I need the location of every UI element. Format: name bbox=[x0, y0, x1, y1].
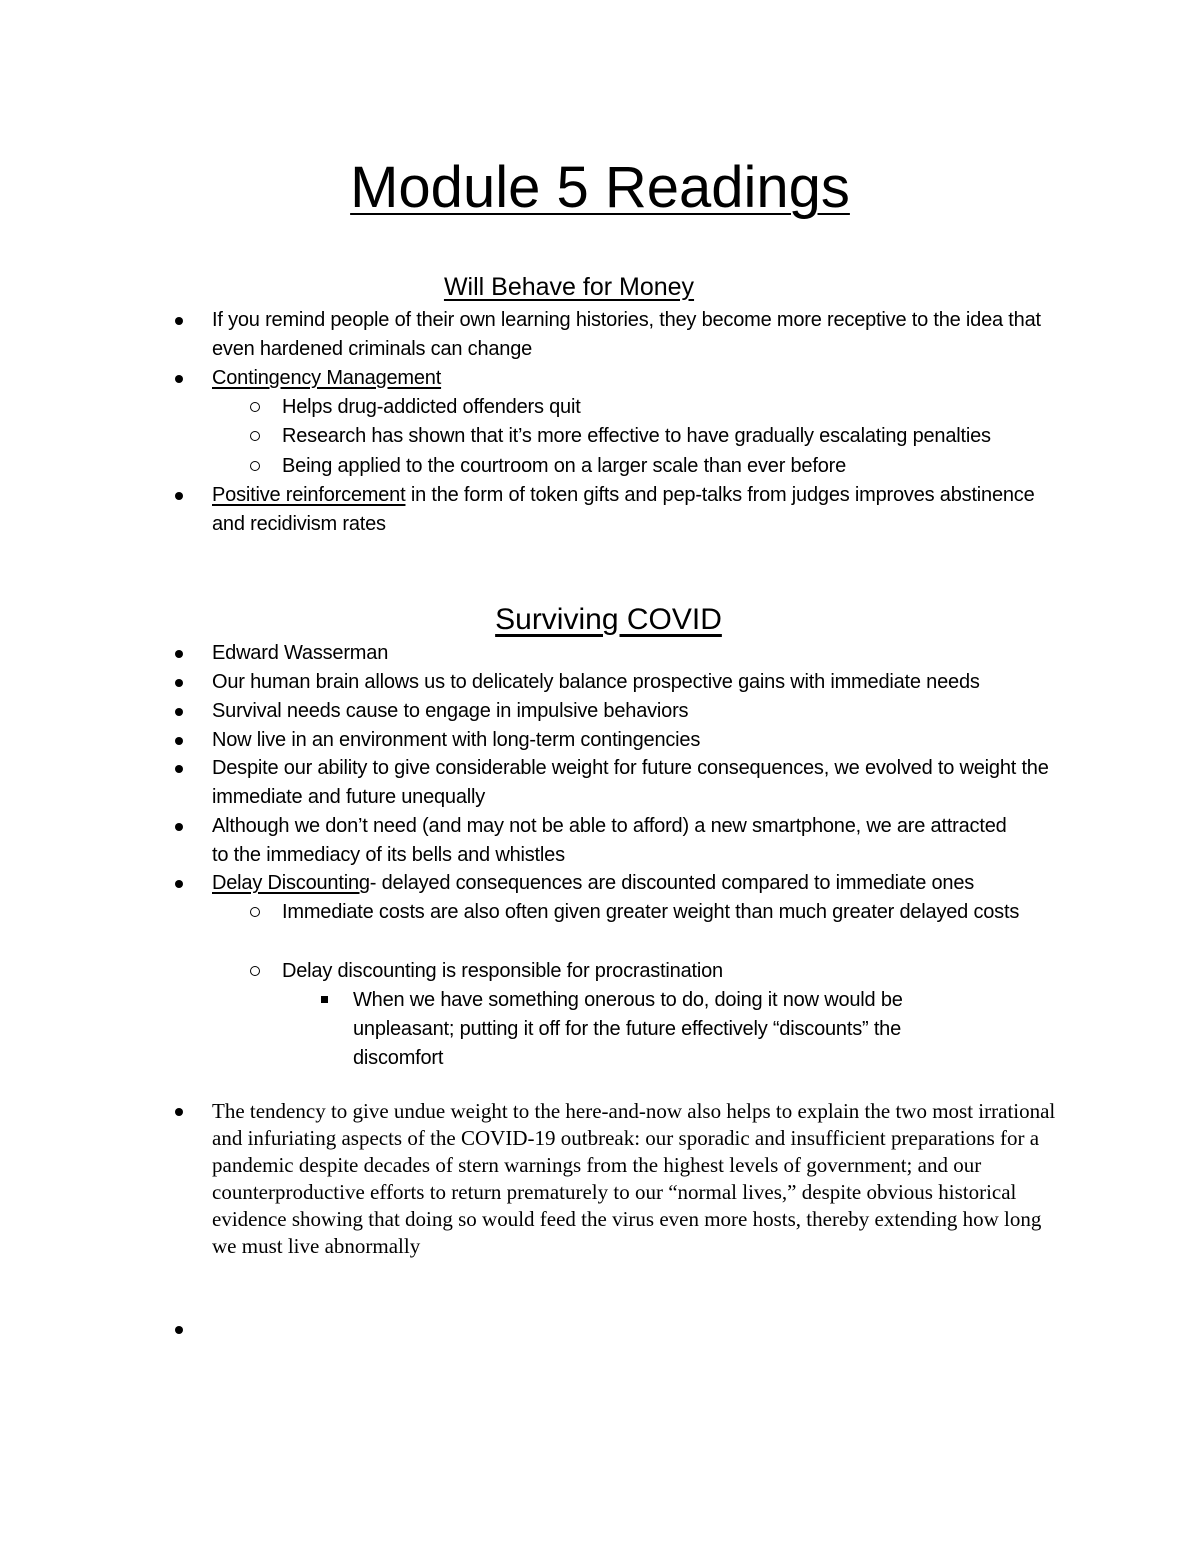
sub-list-item bbox=[282, 898, 1052, 927]
list-item-text: Helps drug-addicted offenders quit bbox=[282, 396, 581, 418]
list-item bbox=[212, 812, 1022, 870]
list-item-text: Our human brain allows us to delicately balance prospective gains with immediate needs bbox=[212, 671, 980, 693]
list-item-text: Research has shown that it’s more effective to have gradually escalating penalties bbox=[282, 425, 991, 447]
bullet-icon bbox=[175, 765, 183, 773]
list-item bbox=[212, 754, 1052, 812]
bullet-icon bbox=[175, 737, 183, 745]
circle-bullet-icon bbox=[250, 402, 260, 412]
list-item bbox=[212, 726, 1072, 755]
square-bullet-icon bbox=[321, 996, 328, 1003]
bullet-icon bbox=[175, 823, 183, 831]
list-item-text: If you remind people of their own learning histories, they become more receptive to the idea that even hardened criminals can change bbox=[212, 309, 1041, 360]
list-item bbox=[212, 668, 1072, 697]
list-item-text: When we have something onerous to do, doing it now would be unpleasant; putting it off for the future effectively “discounts” the discomfort bbox=[353, 989, 903, 1069]
list-item-text: The tendency to give undue weight to the here-and-now also helps to explain the two most irrational and infuriating aspects of the COVID-19 outbreak: our sporadic and insufficient preparations for a pandemic despite decades of stern warnings from the highest levels of government; and our counterproductive efforts to return prematurely to our “normal lives,” despite obvious historical evidence showing that doing so would feed the virus even more hosts, thereby extending how long we must live abnormally bbox=[212, 1099, 1056, 1258]
list-item-term: Positive reinforcement bbox=[212, 484, 406, 506]
bullet-icon bbox=[175, 650, 183, 658]
bullet-icon bbox=[175, 679, 183, 687]
section-heading-surviving-covid: Surviving COVID bbox=[495, 603, 722, 636]
bullet-icon bbox=[175, 375, 183, 383]
list-item bbox=[212, 364, 1072, 393]
sub-list-item bbox=[282, 422, 1082, 451]
bullet-icon bbox=[175, 880, 183, 888]
sub-list-item bbox=[282, 957, 1072, 986]
bullet-icon bbox=[175, 1108, 183, 1116]
bullet-icon bbox=[175, 492, 183, 500]
bullet-icon bbox=[175, 1326, 183, 1334]
circle-bullet-icon bbox=[250, 431, 260, 441]
sub-list-item bbox=[282, 393, 1072, 422]
list-item-term: Delay Discounting bbox=[212, 872, 370, 894]
list-item-text: Delay discounting is responsible for procrastination bbox=[282, 960, 723, 982]
list-item-text: in the form of token gifts and pep-talks from judges improves abstinence and recidivism rates bbox=[212, 484, 1035, 535]
list-item bbox=[212, 1098, 1062, 1260]
page-title: Module 5 Readings bbox=[350, 155, 850, 220]
circle-bullet-icon bbox=[250, 966, 260, 976]
list-item-text: Immediate costs are also often given greater weight than much greater delayed costs bbox=[282, 901, 1020, 923]
circle-bullet-icon bbox=[250, 907, 260, 917]
list-item-text: Now live in an environment with long-term contingencies bbox=[212, 729, 701, 751]
circle-bullet-icon bbox=[250, 461, 260, 471]
bullet-icon bbox=[175, 708, 183, 716]
list-item-text: Survival needs cause to engage in impulsive behaviors bbox=[212, 700, 689, 722]
list-item bbox=[212, 639, 1072, 668]
sub-sub-list-item bbox=[353, 986, 993, 1073]
list-item bbox=[212, 306, 1072, 364]
list-item-text: Edward Wasserman bbox=[212, 642, 389, 664]
sub-list-item bbox=[282, 452, 1072, 481]
list-item-text: Being applied to the courtroom on a larger scale than ever before bbox=[282, 455, 847, 477]
list-item-text: Although we don’t need (and may not be able to afford) a new smartphone, we are attracted to the immediacy of its bells and whistles bbox=[212, 815, 1007, 866]
list-item-text: Despite our ability to give considerable weight for future consequences, we evolved to weight the immediate and future unequally bbox=[212, 757, 1049, 808]
bullet-icon bbox=[175, 317, 183, 325]
list-item-text: - delayed consequences are discounted compared to immediate ones bbox=[369, 872, 975, 894]
list-item bbox=[212, 869, 1072, 898]
section-heading-will-behave: Will Behave for Money bbox=[443, 273, 695, 301]
list-item bbox=[212, 481, 1042, 539]
list-item-term: Contingency Management bbox=[212, 367, 442, 389]
list-item bbox=[212, 697, 1072, 726]
